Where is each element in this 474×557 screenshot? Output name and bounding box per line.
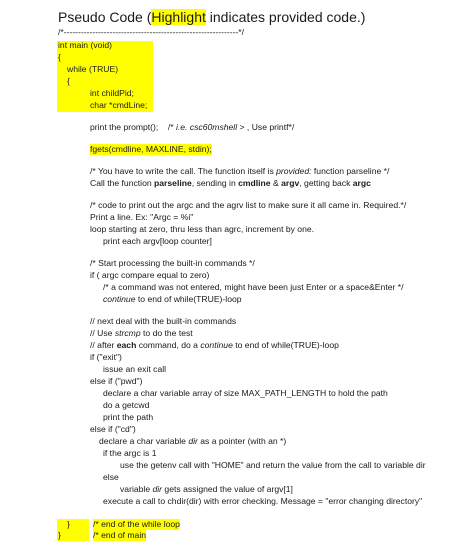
assign-dir-a: variable — [120, 484, 153, 494]
closing-brace-highlight — [57, 519, 89, 541]
strcmp-word: strcmp — [114, 328, 141, 338]
end-main-comment: /* end of main — [93, 530, 147, 540]
title-prefix: Pseudo Code ( — [58, 9, 152, 25]
print-argv-line: print each argv[loop counter] — [103, 236, 212, 246]
dir-word-2: dir — [152, 484, 163, 494]
while-close-brace: } — [67, 519, 70, 529]
prompt-comment-close: > , Use printf*/ — [237, 122, 295, 132]
parseline-comment-c: function parseline */ — [311, 166, 390, 176]
title-highlight-word: Highlight — [151, 9, 206, 25]
continue-line — [103, 294, 242, 305]
parseline-word: parseline — [154, 178, 192, 188]
fgets-line: fgets(cmdline, MAXLINE, stdin); — [90, 144, 212, 154]
comment-divider: /*-------------------------------------------------------------*/ — [58, 27, 245, 37]
assign-dir-c: gets assigned the value of argv[1] — [162, 484, 293, 494]
argv-word: argv — [281, 178, 300, 188]
strcmp-comment-a: // Use — [90, 328, 115, 338]
prompt-comment-open: /* — [167, 122, 176, 132]
parseline-comment — [90, 166, 389, 177]
print-prompt-line — [90, 122, 294, 133]
assign-dir-line — [120, 484, 293, 495]
parseline-comment-provided: provided: — [276, 166, 312, 176]
declare-path-array: declare a char variable array of size MAX_PATH_LENGTH to hold the path — [103, 388, 388, 398]
declare-dir-pointer — [99, 436, 286, 447]
builtin-comment: /* Start processing the built-in commands */ — [90, 258, 255, 268]
cmdline-decl: char *cmdLine; — [90, 100, 148, 110]
loop-line: loop starting at zero, thru less than agrc, increment by one. — [90, 224, 315, 234]
getcwd-line: do a getcwd — [103, 400, 150, 410]
if-exit: if ("exit") — [90, 352, 122, 362]
parseline-call-g: , getting back — [299, 178, 353, 188]
if-argc-one: if the argc is 1 — [103, 448, 157, 458]
while-line: while (TRUE) — [67, 64, 119, 74]
else-if-pwd: else if ("pwd") — [90, 376, 143, 386]
parseline-comment-a: /* You have to write the call. The function itself is — [90, 166, 277, 176]
main-close-brace: } — [58, 530, 61, 540]
print-path-line: print the path — [103, 412, 154, 422]
each-word: each — [116, 340, 137, 350]
each-comment-c: command, do a — [136, 340, 201, 350]
declare-dir-a: declare a char variable — [99, 436, 189, 446]
else-if-cd: else if ("cd") — [90, 424, 136, 434]
print-argc-line: Print a line. Ex: "Argc = %i" — [90, 212, 194, 222]
main-open-brace: { — [58, 52, 61, 62]
parseline-call-amp: & — [270, 178, 282, 188]
strcmp-comment — [90, 328, 193, 339]
childpid-decl: int childPid; — [90, 88, 134, 98]
strcmp-comment-c: to do the test — [140, 328, 193, 338]
argc-word: argc — [352, 178, 371, 188]
dir-word: dir — [188, 436, 198, 446]
each-command-comment — [90, 340, 339, 351]
each-comment-a: // after — [90, 340, 117, 350]
parseline-call-c: , sending in — [191, 178, 239, 188]
main-signature: int main (void) — [58, 40, 112, 50]
continue-word-2: continue — [200, 340, 233, 350]
prompt-example: i.e. csc60mshell — [175, 122, 238, 132]
page-title — [58, 8, 365, 26]
getenv-line: use the getenv call with "HOME" and return the value from the call to variable dir — [120, 460, 426, 470]
each-comment-e: to end of while(TRUE)-loop — [232, 340, 339, 350]
continue-rest: to end of while(TRUE)-loop — [135, 294, 242, 304]
exit-call: issue an exit call — [103, 364, 167, 374]
else-line: else — [103, 472, 119, 482]
if-argc-zero: if ( argc compare equal to zero) — [90, 270, 210, 280]
title-suffix: indicates provided code.) — [205, 9, 366, 25]
no-command-comment: /* a command was not entered, might have been just Enter or a space&Enter */ — [103, 282, 404, 292]
print-prompt-text: print the prompt(); — [90, 122, 159, 132]
argc-comment: /* code to print out the argc and the agrv list to make sure it all came in. Required.*/ — [90, 200, 407, 210]
end-while-comment: /* end of the while loop — [93, 519, 180, 529]
chdir-line: execute a call to chdir(dir) with error checking. Message = "error changing directory" — [103, 496, 423, 506]
parseline-call-line — [90, 178, 371, 189]
builtin-next-comment: // next deal with the built-in commands — [90, 316, 237, 326]
declare-dir-c: as a pointer (with an *) — [197, 436, 287, 446]
continue-word: continue — [103, 294, 136, 304]
parseline-call-a: Call the function — [90, 178, 155, 188]
while-open-brace: { — [67, 76, 70, 86]
cmdline-word: cmdline — [238, 178, 271, 188]
